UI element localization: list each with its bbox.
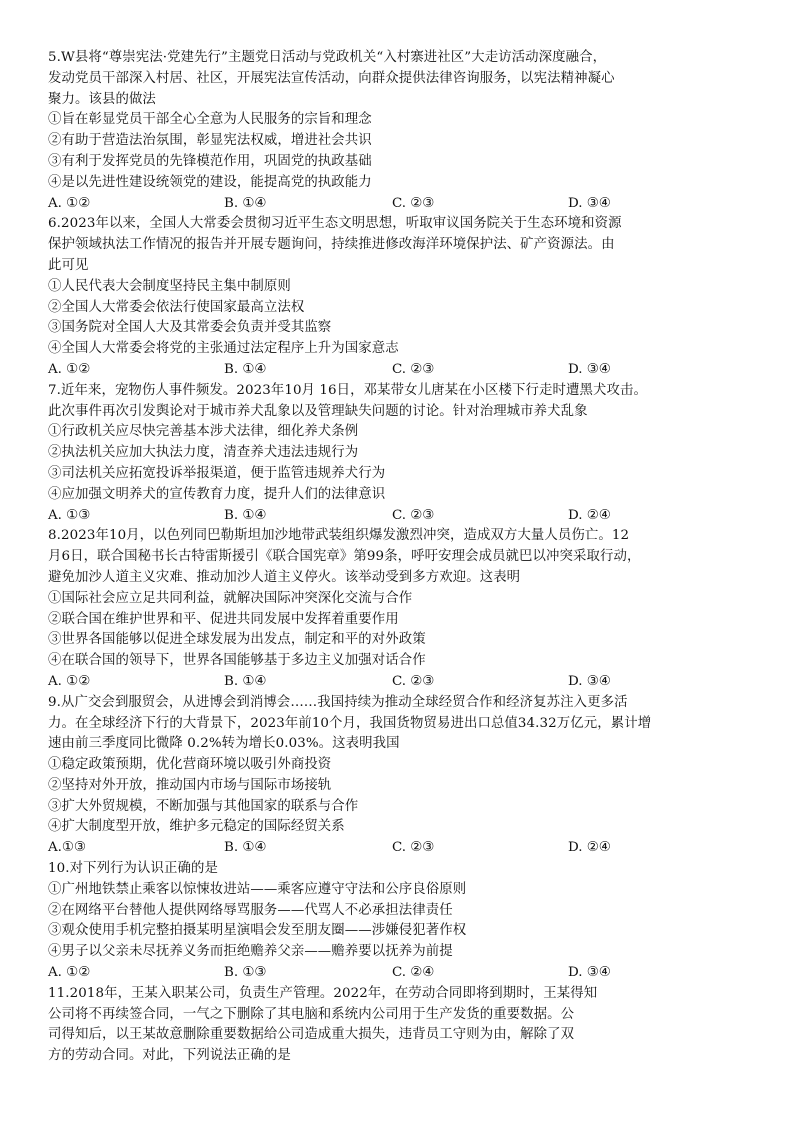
statement-option: ①行政机关应尽快完善基本涉犬法律，细化养犬条例 (48, 424, 359, 440)
answer-choice[interactable]: D. ②④ (568, 507, 611, 523)
question-6 (48, 214, 748, 380)
question-7 (48, 381, 748, 527)
question-8 (48, 526, 748, 692)
answer-choices (48, 360, 748, 381)
answer-choice[interactable]: A. ①② (48, 361, 91, 377)
answer-choices (48, 194, 748, 215)
answer-choice[interactable]: B. ①④ (224, 507, 267, 523)
answer-choice[interactable]: B. ①④ (224, 840, 267, 856)
question-stem-line: 避免加沙人道主义灾难、推动加沙人道主义停火。该举动受到多方欢迎。这表明 (48, 569, 521, 585)
question-stem-line: 9.从广交会到服贸会，从进博会到消博会……我国持续为推动全球经贸合作和经济复苏注入更多活 (48, 694, 628, 710)
statement-option: ①旨在彰显党员干部全心全意为人民服务的宗旨和理念 (48, 112, 372, 128)
question-10 (48, 859, 748, 984)
answer-choice[interactable]: C. ②④ (392, 965, 435, 981)
answer-choice[interactable]: B. ①④ (224, 361, 267, 377)
question-stem-line: 月6日，联合国秘书长古特雷斯援引《联合国宪章》第99条，呼吁安理会成员就巴以冲突采取行动， (48, 549, 641, 565)
question-stem-line: 保护领域执法工作情况的报告并开展专题询问，持续推进修改海洋环境保护法、矿产资源法。由 (48, 237, 615, 253)
question-stem-line: 聚力。该县的做法 (48, 91, 156, 107)
statement-option: ①广州地铁禁止乘客以惊悚妆进站——乘客应遵守守法和公序良俗原则 (48, 881, 467, 897)
answer-choices (48, 672, 748, 693)
answer-choices (48, 838, 748, 859)
answer-choice[interactable]: C. ②③ (392, 507, 435, 523)
answer-choice[interactable]: C. ②③ (392, 673, 435, 689)
question-stem-line: 8.2023年10月，以色列同巴勒斯坦加沙地带武装组织爆发激烈冲突，造成双方大量人员伤亡。12 (48, 528, 630, 544)
question-stem-line: 公司将不再续签合同，一气之下删除了其电脑和系统内公司用于生产发货的重要数据。公 (48, 1006, 575, 1022)
statement-option: ④是以先进性建设统领党的建设，能提高党的执政能力 (48, 174, 372, 190)
statement-option: ①国际社会应立足共同利益，就解决国际冲突深化交流与合作 (48, 590, 413, 606)
answer-choice[interactable]: C. ②③ (392, 361, 435, 377)
question-stem-line: 7.近年来，宠物伤人事件频发。2023年10月 16日，邓某带女儿唐某在小区楼下行走时遭黑犬攻击。 (48, 382, 647, 398)
answer-choice[interactable]: A.①③ (48, 840, 86, 856)
answer-choice[interactable]: A. ①② (48, 965, 91, 981)
statement-option: ④全国人大常委会将党的主张通过法定程序上升为国家意志 (48, 341, 399, 357)
statement-option: ③司法机关应拓宽投诉举报渠道，便于监管违规养犬行为 (48, 465, 386, 481)
question-stem-line: 10.对下列行为认识正确的是 (48, 861, 218, 877)
answer-choice[interactable]: D. ③④ (568, 965, 611, 981)
statement-option: ②联合国在维护世界和平、促进共同发展中发挥着重要作用 (48, 611, 399, 627)
question-stem-line: 6.2023年以来，全国人大常委会贯彻习近平生态文明思想，听取审议国务院关于生态环境和资源 (48, 216, 622, 232)
answer-choice[interactable]: C. ②③ (392, 195, 435, 211)
answer-choices (48, 963, 748, 984)
statement-option: ①人民代表大会制度坚持民主集中制原则 (48, 278, 291, 294)
answer-choice[interactable]: D. ③④ (568, 195, 611, 211)
answer-choice[interactable]: D. ③④ (568, 361, 611, 377)
answer-choice[interactable]: A. ①② (48, 195, 91, 211)
statement-option: ②在网络平台替他人提供网络辱骂服务——代骂人不必承担法律责任 (48, 902, 453, 918)
answer-choice[interactable]: B. ①④ (224, 195, 267, 211)
question-stem-line: 速由前三季度同比微降 0.2%转为增长0.03%。这表明我国 (48, 736, 400, 752)
answer-choice[interactable]: B. ①④ (224, 673, 267, 689)
answer-choice[interactable]: C. ②③ (392, 840, 435, 856)
answer-choice[interactable]: D. ②④ (568, 840, 611, 856)
statement-option: ②执法机关应加大执法力度，清查养犬违法违规行为 (48, 445, 359, 461)
question-stem-line: 方的劳动合同。对此，下列说法正确的是 (48, 1048, 291, 1064)
question-stem-line: 11.2018年，王某入职某公司，负责生产管理。2022年，在劳动合同即将到期时，王某得知 (48, 985, 598, 1001)
question-stem-line: 此可见 (48, 257, 89, 273)
answer-choice[interactable]: A. ①③ (48, 507, 91, 523)
answer-choices (48, 506, 748, 527)
statement-option: ④在联合国的领导下，世界各国能够基于多边主义加强对话合作 (48, 653, 426, 669)
answer-choice[interactable]: B. ①③ (224, 965, 267, 981)
statement-option: ③有利于发挥党员的先锋模范作用，巩固党的执政基础 (48, 153, 372, 169)
statement-option: ①稳定政策预期，优化营商环境以吸引外商投资 (48, 757, 332, 773)
statement-option: ④应加强文明养犬的宣传教育力度，提升人们的法律意识 (48, 486, 386, 502)
question-stem-line: 力。在全球经济下行的大背景下，2023年前10个月，我国货物贸易进出口总值34.32万亿元，累计增 (48, 715, 652, 731)
answer-choice[interactable]: D. ③④ (568, 673, 611, 689)
statement-option: ②坚持对外开放，推动国内市场与国际市场接轨 (48, 777, 332, 793)
statement-option: ③国务院对全国人大及其常委会负责并受其监察 (48, 320, 332, 336)
question-11 (48, 984, 748, 1067)
statement-option: ③扩大外贸规模，不断加强与其他国家的联系与合作 (48, 798, 359, 814)
statement-option: ②全国人大常委会依法行使国家最高立法权 (48, 299, 305, 315)
question-9 (48, 693, 748, 859)
statement-option: ③世界各国能够以促进全球发展为出发点，制定和平的对外政策 (48, 632, 426, 648)
statement-option: ③观众使用手机完整拍摄某明星演唱会发至朋友圈——涉嫌侵犯著作权 (48, 923, 467, 939)
question-stem-line: 此次事件再次引发舆论对于城市养犬乱象以及管理缺失问题的讨论。针对治理城市养犬乱象 (48, 403, 588, 419)
question-stem-line: 发动党员干部深入村居、社区，开展宪法宣传活动，向群众提供法律咨询服务，以宪法精神凝心 (48, 70, 615, 86)
question-stem-line: 司得知后，以王某故意删除重要数据给公司造成重大损失，违背员工守则为由，解除了双 (48, 1027, 575, 1043)
question-5 (48, 48, 748, 214)
answer-choice[interactable]: A. ①② (48, 673, 91, 689)
statement-option: ④扩大制度型开放，维护多元稳定的国际经贸关系 (48, 819, 345, 835)
statement-option: ②有助于营造法治氛围，彰显宪法权威，增进社会共识 (48, 133, 372, 149)
statement-option: ④男子以父亲未尽抚养义务而拒绝赡养父亲——赡养要以抚养为前提 (48, 944, 453, 960)
question-list (48, 48, 748, 1067)
question-stem-line: 5.W县将“尊崇宪法·党建先行”主题党日活动与党政机关“入村寨进社区”大走访活动深度融合， (48, 50, 607, 65)
